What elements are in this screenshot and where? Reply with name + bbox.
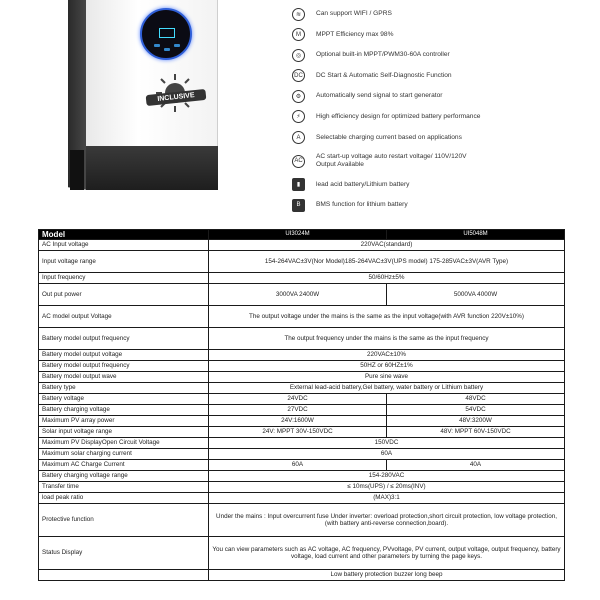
row-label: Status Display [39, 537, 209, 570]
inverter-base [86, 146, 218, 190]
row-value: Pure sine wave [209, 372, 565, 383]
row-label [39, 570, 209, 581]
row-value: ≤ 10ms(UPS) / ≤ 20ms(INV) [209, 482, 565, 493]
row-label: Battery model output voltage [39, 350, 209, 361]
row-label: AC model output Voltage [39, 306, 209, 328]
table-row [39, 427, 565, 438]
table-row [39, 394, 565, 405]
row-value-model-a: 24V:1600W [209, 416, 387, 427]
row-value: 60A [209, 449, 565, 460]
display-button-icon [164, 48, 170, 51]
feature-item [292, 175, 592, 195]
row-label: Battery charging voltage [39, 405, 209, 416]
row-value: 154-280VAC [209, 471, 565, 482]
row-value: 154-264VAC±3V(Nor Model)185-264VAC±3V(UPS model) 175-285VAC±3V(AVR Type) [209, 251, 565, 273]
table-row [39, 372, 565, 383]
feature-item [292, 148, 592, 174]
row-label: Maximum AC Charge Current [39, 460, 209, 471]
feature-text: Optional built-in MPPT/PWM30-60A controller [316, 51, 450, 59]
table-row [39, 504, 565, 537]
table-row [39, 328, 565, 350]
dc-icon: DC [292, 69, 305, 82]
feature-text: Can support WIFI / GPRS [316, 10, 392, 17]
feature-text: Automatically send signal to start generator [316, 92, 443, 100]
row-value: 150VDC [209, 438, 565, 449]
feature-item [292, 128, 592, 148]
row-value-model-a: 27VDC [209, 405, 387, 416]
feature-item [292, 66, 592, 86]
feature-text: DC Start & Automatic Self-Diagnostic Function [316, 71, 452, 79]
row-value-model-a: 3000VA 2400W [209, 284, 387, 306]
efficiency-icon: ⚡ [292, 110, 305, 123]
row-label: Maximum PV array power [39, 416, 209, 427]
table-row [39, 361, 565, 372]
row-label: Battery type [39, 383, 209, 394]
row-label: Battery model output wave [39, 372, 209, 383]
row-value-model-b: 40A [387, 460, 565, 471]
feature-text: AC start-up voltage auto restart voltage/ 110V/120V Output Available [316, 153, 467, 169]
feature-text: BMS function for lithium battery [316, 201, 408, 209]
table-row [39, 383, 565, 394]
table-row [39, 471, 565, 482]
table-row [39, 416, 565, 427]
table-row [39, 449, 565, 460]
row-value-model-a: 60A [209, 460, 387, 471]
row-label: Solar input voltage range [39, 427, 209, 438]
table-row [39, 273, 565, 284]
generator-icon: ⚙ [292, 90, 305, 103]
table-row [39, 493, 565, 504]
wifi-icon: ≋ [292, 8, 305, 21]
table-row [39, 460, 565, 471]
feature-text: Selectable charging current based on applications [316, 133, 462, 141]
mppt-icon: M [292, 28, 305, 41]
row-label: Battery charging voltage range [39, 471, 209, 482]
inverter-side-base [70, 150, 84, 190]
row-value-model-b: 48V: MPPT 60V-150VDC [387, 427, 565, 438]
table-row [39, 482, 565, 493]
row-label: Out put power [39, 284, 209, 306]
feature-item [292, 107, 592, 127]
row-value: 50HZ or 60HZ±1% [209, 361, 565, 372]
display-button-icon [174, 44, 180, 47]
header-model-b: UI5048M [387, 230, 565, 240]
row-label: load peak ratio [39, 493, 209, 504]
row-label: Input voltage range [39, 251, 209, 273]
row-value: 220VAC±10% [209, 350, 565, 361]
spec-table [38, 229, 565, 581]
table-header-row [39, 230, 565, 240]
table-row [39, 251, 565, 273]
row-value: 220VAC(standard) [209, 240, 565, 251]
row-label: Battery voltage [39, 394, 209, 405]
table-row [39, 240, 565, 251]
row-value-model-b: 48V:3200W [387, 416, 565, 427]
table-row [39, 537, 565, 570]
display-button-icon [154, 44, 160, 47]
row-value: The output frequency under the mains is the same as the input frequency [209, 328, 565, 350]
feature-item [292, 86, 592, 106]
row-value-model-b: 54VDC [387, 405, 565, 416]
feature-item [292, 45, 592, 65]
table-row [39, 405, 565, 416]
restart-icon: AC [292, 155, 305, 168]
feature-item [292, 4, 592, 24]
row-label: Maximum PV DisplayOpen Circuit Voltage [39, 438, 209, 449]
feature-text: lead acid battery/Lithium battery [316, 180, 410, 188]
feature-list [292, 4, 592, 216]
row-value: Under the mains : Input overcurrent fuse Under inverter: overload protection,short circuit protection, low voltage protection, (with battery anti-reverse connection,board). [209, 504, 565, 537]
table-row [39, 438, 565, 449]
row-label: Transfer time [39, 482, 209, 493]
row-label: AC Input voltage [39, 240, 209, 251]
row-value: (MAX)3:1 [209, 493, 565, 504]
table-row [39, 306, 565, 328]
row-label: Maximum solar charging current [39, 449, 209, 460]
controller-icon: ◎ [292, 49, 305, 62]
header-model: Model [39, 230, 209, 240]
row-value-model-b: 48VDC [387, 394, 565, 405]
table-row [39, 284, 565, 306]
charging-icon: A [292, 131, 305, 144]
row-label: Battery model output frequency [39, 328, 209, 350]
table-row [39, 350, 565, 361]
row-value-model-a: 24V: MPPT 30V-150VDC [209, 427, 387, 438]
bms-icon: B [292, 199, 305, 212]
brand-logo: INCLUSIVE [146, 89, 207, 106]
row-value-model-a: 24VDC [209, 394, 387, 405]
row-label: Battery model output frequency [39, 361, 209, 372]
lcd-segment [159, 28, 175, 38]
table-row [39, 570, 565, 581]
row-value: You can view parameters such as AC voltage, AC frequency, PVvoltage, PV current, output voltage, output frequency, battery voltage, load current and other parameters by turning the page keys. [209, 537, 565, 570]
lcd-display [140, 8, 192, 60]
battery-icon: ▮ [292, 178, 305, 191]
product-image [62, 0, 232, 195]
row-value: 50/60Hz±5% [209, 273, 565, 284]
row-value-model-b: 5000VA 4000W [387, 284, 565, 306]
feature-item [292, 25, 592, 45]
feature-item [292, 195, 592, 215]
row-label: Protective function [39, 504, 209, 537]
row-value: Low battery protection buzzer long beep [209, 570, 565, 581]
header-model-a: UI3024M [209, 230, 387, 240]
row-value: The output voltage under the mains is the same as the input voltage(with AVR function 220V±10%) [209, 306, 565, 328]
row-value: External lead-acid battery,Gel battery, water battery or Lithium battery [209, 383, 565, 394]
feature-text: High efficiency design for optimized battery performance [316, 112, 481, 120]
row-label: Input frequency [39, 273, 209, 284]
feature-text: MPPT Efficiency max 98% [316, 30, 394, 38]
